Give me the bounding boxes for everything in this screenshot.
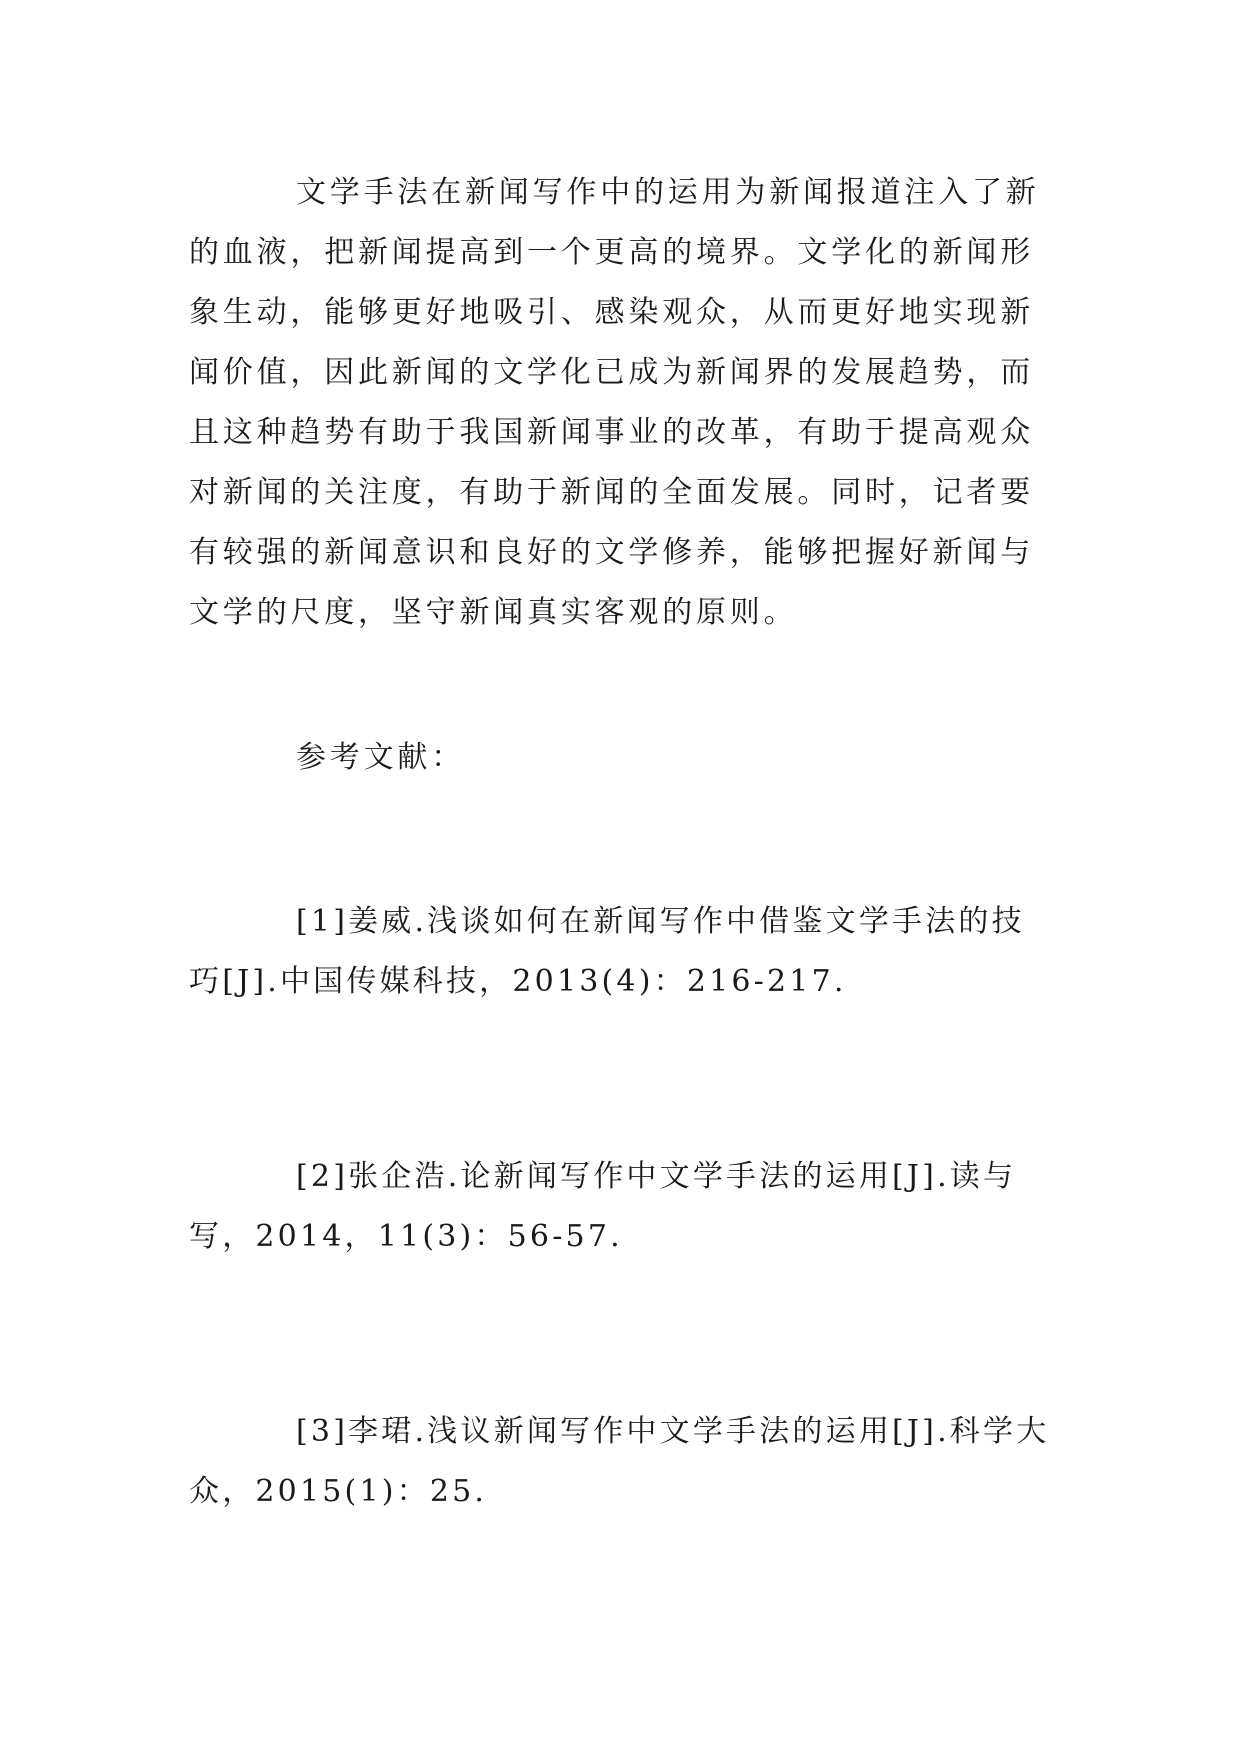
reference-item-2: [2]张企浩.论新闻写作中文学手法的运用[J].读与写，2014，11(3)：56-57. bbox=[189, 1159, 1017, 1254]
spacer bbox=[189, 1012, 1051, 1147]
spacer bbox=[189, 788, 1051, 892]
body-paragraph: 文学手法在新闻写作中的运用为新闻报道注入了新的血液，把新闻提高到一个更高的境界。文学化的新闻形象生动，能够更好地吸引、感染观众，从而更好地实现新闻价值，因此新闻的文学化已成为新闻界的发展趋势，而且这种趋势有助于我国新闻事业的改革，有助于提高观众对新闻的关注度，有助于新闻的全面发展。同时，记者要有较强的新闻意识和良好的文学修养，能够把握好新闻与文学的尺度，坚守新闻真实客观的原则。 bbox=[189, 175, 1040, 630]
reference-item-1: [1]姜威.浅谈如何在新闻写作中借鉴文学手法的技巧[J].中国传媒科技，2013(4)：216-217. bbox=[189, 904, 1025, 999]
spacer bbox=[189, 643, 1051, 728]
spacer bbox=[189, 1267, 1051, 1402]
document-content bbox=[189, 163, 1051, 1522]
references-heading: 参考文献： bbox=[296, 740, 465, 775]
reference-item-3: [3]李珺.浅议新闻写作中文学手法的运用[J].科学大众，2015(1)：25. bbox=[189, 1414, 1050, 1509]
